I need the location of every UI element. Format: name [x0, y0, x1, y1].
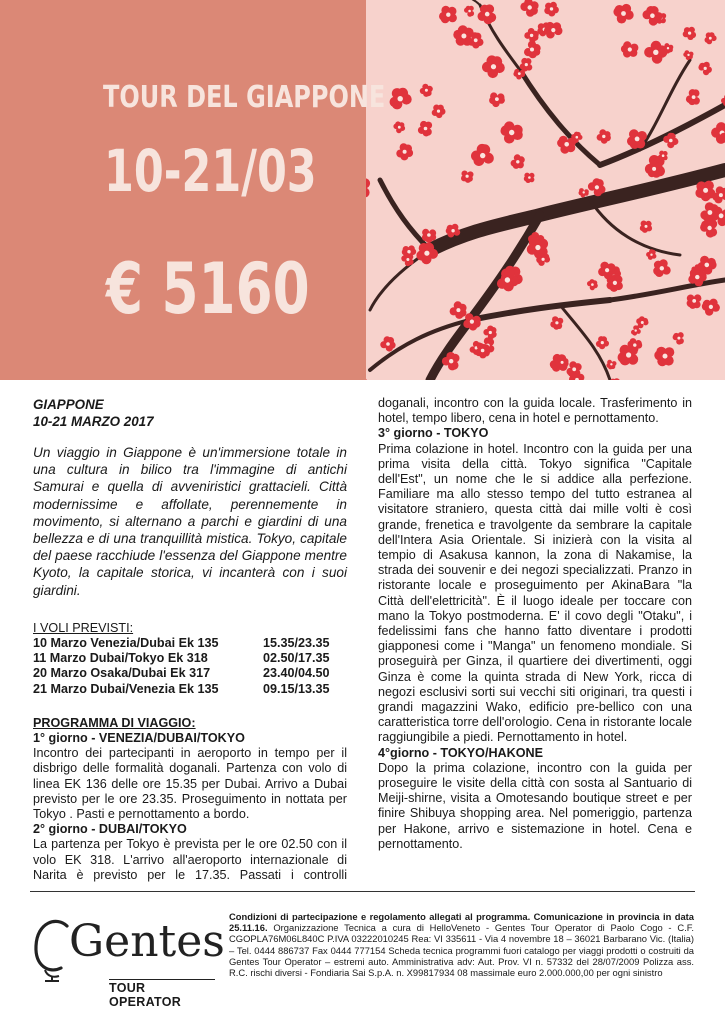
blossom-flower	[567, 361, 582, 377]
blossom-flower	[579, 188, 589, 197]
blossom-flower	[644, 41, 667, 64]
day2-continued-text: doganali, incontro con la guida locale. Trasferimento in hotel, tempo libero, cena in hotel e pernottamento.	[378, 396, 692, 426]
logo-wordmark: Gentes	[69, 916, 225, 967]
blossom-flower	[464, 6, 474, 17]
destination-heading: GIAPPONE	[33, 397, 104, 412]
flight-row	[33, 666, 347, 681]
blossom-flower	[687, 294, 702, 309]
blossom-flower	[544, 22, 563, 39]
blossom-flower	[483, 326, 496, 340]
footer-divider	[30, 891, 695, 892]
blossom-flower	[390, 88, 412, 110]
blossom-flower	[461, 171, 474, 183]
blossom-flower	[587, 279, 598, 290]
day1-text: Incontro dei partecipanti in aeroporto in tempo per il disbrigo delle formalità doganali. Partenza con volo di linea EK 136 delle ore 15.35 per Dubai. Arrivo a Dubai previsto per le ore 23.35. Proseguimento in nottata per Tokyo . Pasti e pernottamento a bordo.	[33, 746, 347, 822]
logo-tagline: TOUR OPERATOR	[109, 979, 215, 997]
legal-notice-body: Organizzazione Tecnica a cura di HelloVeneto - Gentes Tour Operator di Paolo Cogo - C.F. CGOPLA76M06L840C P.IVA 03222010245 Rea: VI 335611 - Via 4 novembre 18 – 36021 Barbarano Vic. (Italia) – Tel. 0444 886737 Fax 0444 777154 Scheda tecnica programmi fuori catalogo per viaggi prodotti o costruiti da Gentes Tour Operator – estremi auto. Amministrativa adv: Aut. Prov. VI n. 57332 del 28/07/2009 Polizza ass. R.C. rischi diversi - Fondiaria Sai S.p.A. n. X99817934 08 massimale euro 2.000.000,00 per ogni sinistro	[229, 922, 694, 979]
blossom-flower	[439, 6, 457, 24]
flight-route: 10 Marzo Venezia/Dubai Ek 135	[33, 636, 219, 651]
blossom-flower	[654, 347, 674, 367]
tour-price: € 5160	[106, 248, 310, 330]
blossom-flower	[482, 55, 505, 78]
day2-heading: 2° giorno - DUBAI/TOKYO	[33, 822, 187, 837]
flight-route: 20 Marzo Osaka/Dubai Ek 317	[33, 666, 211, 681]
day2-text: La partenza per Tokyo è prevista per le ore 02.50 con il volo EK 318. L'arrivo all'aeroporto internazionale di Narita è previsto per le 17.35. Passati i controlli	[33, 837, 347, 882]
flight-route: 21 Marzo Dubai/Venezia Ek 135	[33, 681, 219, 696]
blossom-flower	[396, 143, 413, 160]
hero-banner	[0, 0, 725, 380]
blossom-flower	[475, 343, 490, 358]
flights-heading: I VOLI PREVISTI:	[33, 620, 134, 635]
blossom-flower	[700, 220, 717, 238]
flight-time: 02.50/17.35	[263, 651, 330, 666]
day3-text: Prima colazione in hotel. Incontro con la guida per una prima visita della città. Tokyo significa "Capitale dell'Est", un nome che le si addice alla perfezione. Familiare ma allo stesso tempo del tutto estranea al visitatore straniero, questa città dai mille volti è così grande, frenetica e travolgente da sembrare la capitale dell'Intera Asia Orientale. Si inizierà con la visita al tempio di Asakusa kannon, la zona di Nakamise, la strada dei souvenir e dei negozi specializzati. Pranzo in ristorante locale e proseguimento per AkinaBara "la Città dell'elettricità". È il luogo ideale per toccare con mano la Tokyo postmoderna. E' il covo degli "Otaku", i fedelissimi fans che hanno fatto diventare i prodotti giapponesi come i "Manga" un fenomeno mondiale. Si proseguirà per Ginza, il quartiere dei divertimenti, oggi Ginza è come la quinta strada di New York, ricca di negozi esclusivi sorti sui vecchi siti originari, tra questi i grandi magazzini Wako, edificio pre-bellico con una caratteristica torre dell'orologio. Cena in ristorante locale raggiungibile a piedi. Pernottamento in hotel.	[378, 441, 692, 745]
flight-time: 15.35/23.35	[263, 636, 330, 651]
flight-route: 11 Marzo Dubai/Tokyo Ek 318	[33, 651, 208, 666]
blossom-flower	[597, 129, 611, 144]
flight-time: 23.40/04.50	[263, 666, 330, 681]
blossom-flower	[705, 32, 717, 44]
blossom-flower	[653, 259, 671, 277]
branch-stroke	[610, 280, 725, 300]
left-column	[33, 396, 347, 883]
globe-g-icon	[33, 916, 73, 982]
blossom-flower	[646, 249, 656, 260]
day4-text: Dopo la prima colazione, incontro con la guida per proseguire le visite della città con sosta al Santuario di Meiji-shirne, visita a Omotesando boutique street e per finire Shibuya shopping area. Nel pomeriggio, partenza per Hakone, arrivo e sistemazione in hotel. Cena e pernottamento.	[378, 760, 692, 851]
program-heading: PROGRAMMA DI VIAGGIO:	[33, 715, 196, 730]
blossom-flower	[536, 253, 550, 266]
blossom-flower	[520, 58, 533, 72]
blossom-flower	[471, 144, 494, 166]
blossom-flower	[640, 221, 652, 233]
blossom-flower	[380, 336, 395, 351]
blossom-flower	[613, 4, 633, 24]
flight-row	[33, 651, 347, 666]
flight-time: 09.15/13.35	[263, 681, 330, 696]
blossom-flower	[520, 0, 538, 17]
blossom-flower	[712, 186, 725, 203]
blossom-flower	[489, 92, 505, 107]
blossom-flower	[606, 360, 616, 370]
blossom-flower	[511, 154, 525, 169]
tour-title: TOUR DEL GIAPPONE	[103, 80, 386, 115]
intro-paragraph: Un viaggio in Giappone è un'immersione totale in una cultura in bilico tra l'immagine di antichi Samurai e quella di avveniristici grattacieli. Città modernissime e affollate, perennemente in movimento, si alternano a parchi e giardini di una bellezza e di una tranquillità mistica. Tokyo, capitale del paese racchiude l'essenza del Giappone mentre Kyoto, la capitale storica, vi incanterà con i suoi giardini.	[33, 445, 347, 598]
blossom-flower	[453, 25, 473, 46]
blossom-flower	[524, 41, 541, 59]
blossom-flower	[627, 129, 647, 149]
blossom-flower	[683, 50, 693, 60]
branch-stroke	[470, 300, 610, 320]
blossom-flower	[683, 27, 696, 40]
day4-heading: 4°giorno - TOKYO/HAKONE	[378, 745, 544, 760]
right-column	[378, 396, 692, 852]
branch-stroke	[520, 70, 600, 165]
blossom-flower	[450, 301, 467, 319]
blossom-flower	[700, 202, 718, 222]
flight-list	[33, 636, 347, 697]
branch-stroke	[380, 180, 430, 250]
blossom-flower	[401, 253, 413, 266]
blossom-flower	[698, 62, 712, 76]
legal-notice	[229, 911, 694, 978]
flight-row	[33, 636, 347, 651]
blossom-flower	[524, 173, 535, 183]
blossom-flower	[596, 336, 609, 349]
blossom-flower	[658, 151, 668, 161]
blossom-flower	[673, 332, 684, 345]
flight-row	[33, 682, 347, 697]
branch-stroke	[430, 170, 725, 250]
branch-stroke	[590, 200, 680, 255]
blossom-flower	[418, 121, 432, 137]
blossom-flower	[544, 2, 559, 17]
blossom-flower	[393, 121, 405, 133]
legal-notice-bold: Condizioni di partecipazione e regolamento allegati al programma. Comunicazione in provincia in data 25.11.16.	[229, 911, 694, 934]
blossom-flower	[524, 28, 539, 43]
blossom-flower	[702, 299, 720, 316]
blossom-flower	[420, 84, 433, 97]
date-heading: 10-21 MARZO 2017	[33, 414, 154, 429]
blossom-flower	[446, 224, 460, 238]
gentes-logo	[33, 910, 225, 1009]
blossom-flower	[432, 105, 446, 119]
blossom-flower	[501, 121, 523, 143]
blossom-flower	[695, 181, 715, 202]
blossom-flower	[686, 89, 700, 105]
tour-dates: 10-21/03	[104, 137, 317, 205]
day1-heading: 1° giorno - VENEZIA/DUBAI/TOKYO	[33, 731, 245, 746]
blossom-flower	[621, 41, 639, 57]
blossom-flower	[550, 316, 563, 330]
branch-stroke	[430, 0, 480, 5]
day3-heading: 3° giorno - TOKYO	[378, 426, 489, 441]
